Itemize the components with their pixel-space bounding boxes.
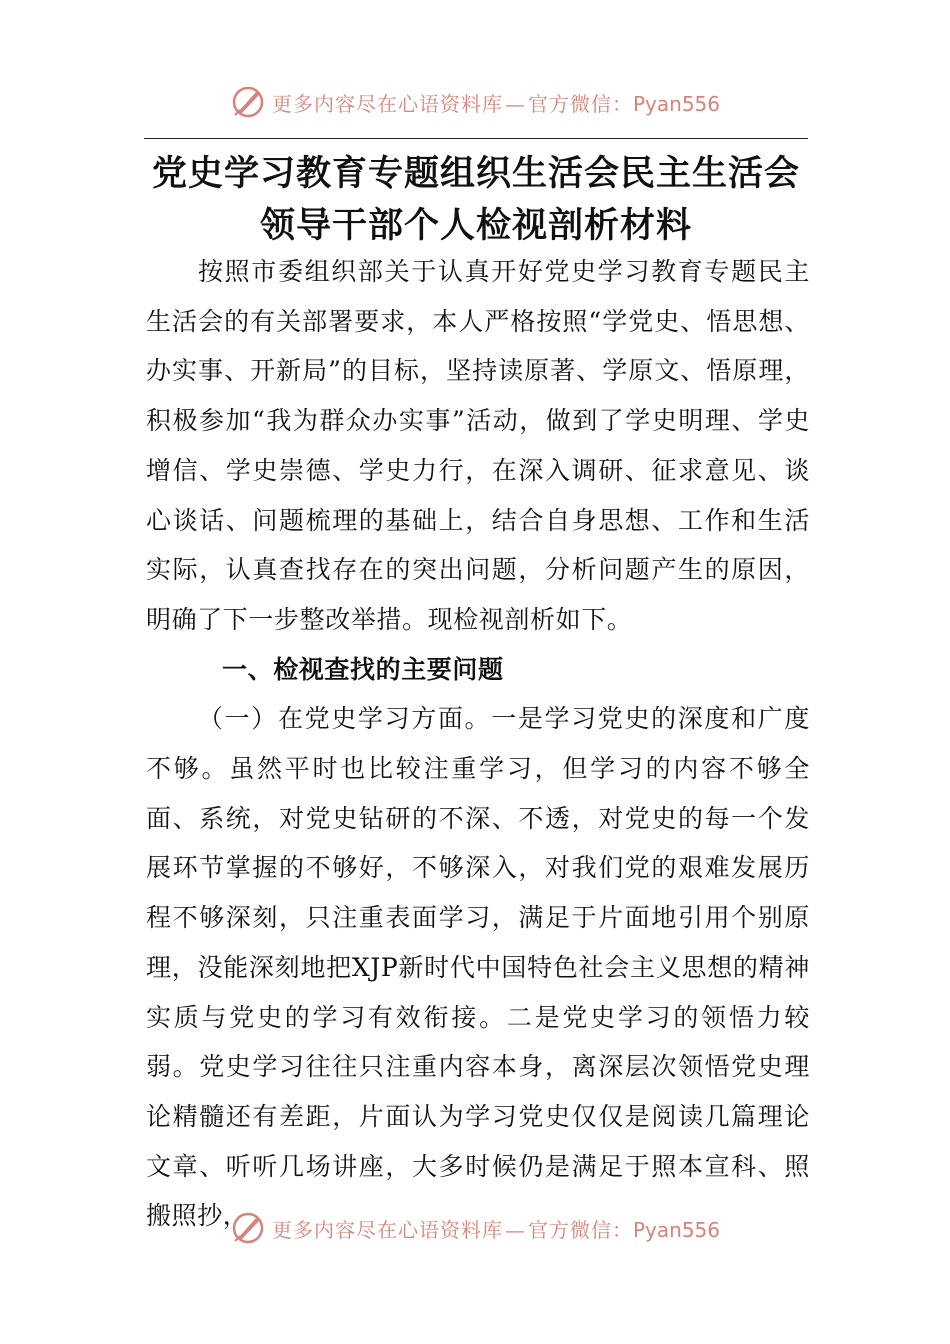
intro-paragraph: 按照市委组织部关于认真开好党史学习教育专题民主生活会的有关部署要求，本人严格按照“学党史、悟思想、办实事、开新局”的目标，坚持读原著、学原文、悟原理，积极参加“我为群众办实事”活动，做到了学史明理、学史增信、学史崇德、学史力行，在深入调研、征求意见、谈心谈话、问题梳理的基础上，结合自身思想、工作和生活实际，认真查找存在的突出问题，分析问题产生的原因，明确了下一步整改举措。现检视剖析如下。 bbox=[146, 257, 810, 634]
title-line-2: 领导干部个人检视剖析材料 bbox=[259, 205, 692, 246]
watermark-id: Pyan556 bbox=[632, 1217, 720, 1242]
quill-logo-icon bbox=[230, 1210, 266, 1246]
watermark-footer bbox=[0, 1208, 950, 1248]
header-divider bbox=[144, 138, 808, 139]
watermark-channel: 官方微信： bbox=[527, 91, 633, 116]
section-heading: 一、检视查找的主要问题 bbox=[222, 654, 504, 684]
watermark-text bbox=[272, 88, 720, 117]
watermark-site: 更多内容尽在心语资料库 bbox=[271, 91, 503, 116]
watermark-separator: — bbox=[504, 1217, 526, 1242]
watermark-site: 更多内容尽在心语资料库 bbox=[271, 1217, 503, 1242]
quill-logo-icon bbox=[230, 84, 266, 120]
document-title bbox=[144, 148, 808, 252]
title-line-1: 党史学习教育专题组织生活会民主生活会 bbox=[151, 153, 800, 194]
watermark-header bbox=[0, 82, 950, 122]
watermark-text bbox=[272, 1214, 720, 1243]
section-paragraph: （一）在党史学习方面。一是学习党史的深度和广度不够。虽然平时也比较注重学习，但学习的内容不够全面、系统，对党史钻研的不深、不透，对党史的每一个发展环节掌握的不够好，不够深入，对我们党的艰难发展历程不够深刻，只注重表面学习，满足于片面地引用个别原理，没能深刻地把XJP新时代中国特色社会主义思想的精神实质与党史的学习有效衔接。二是党史学习的领悟力较弱。党史学习往往只注重内容本身，离深层次领悟党史理论精髓还有差距，片面认为学习党史仅仅是阅读几篇理论文章、听听几场讲座，大多时候仍是满足于照本宣科、照搬照抄， bbox=[146, 704, 810, 1231]
document-body bbox=[146, 247, 810, 1241]
watermark-channel: 官方微信： bbox=[527, 1217, 633, 1242]
watermark-id: Pyan556 bbox=[632, 91, 720, 116]
watermark-separator: — bbox=[504, 91, 526, 116]
